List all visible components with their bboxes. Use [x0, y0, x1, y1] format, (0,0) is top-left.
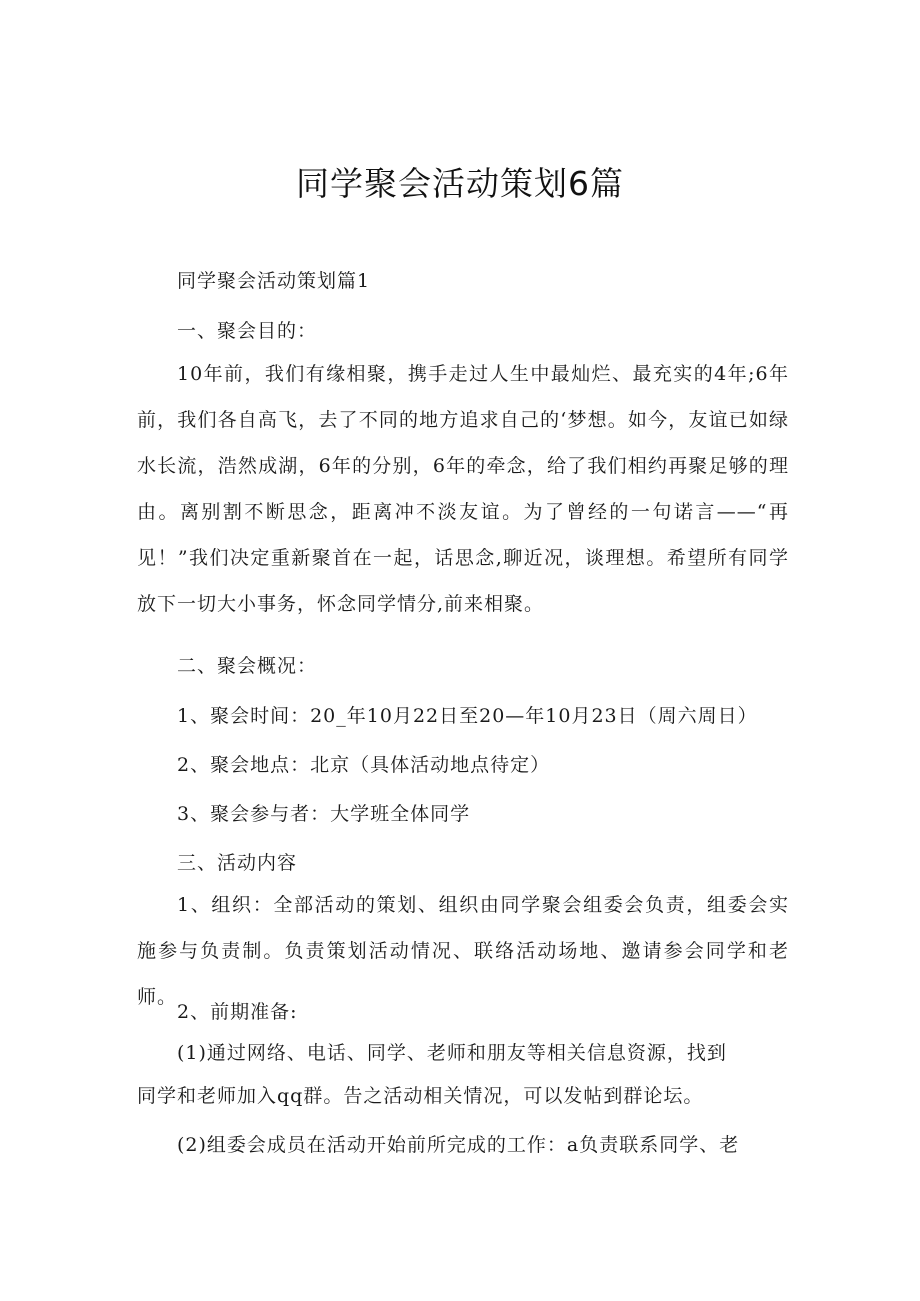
part2-item-time: 1、聚会时间：20_年10月22日至20—年10月23日（周六周日）	[177, 705, 758, 727]
part3-item-preparation-heading: 2、前期准备:	[177, 1001, 298, 1023]
part2-heading: 二、聚会概况：	[177, 655, 318, 677]
prep-item1-line1: (1)通过网络、电话、同学、老师和朋友等相关信息资源，找到	[177, 1042, 727, 1064]
part1-heading: 一、聚会目的：	[177, 320, 318, 342]
part2-item-participants: 3、聚会参与者：大学班全体同学	[177, 803, 471, 825]
section-heading: 同学聚会活动策划篇1	[177, 270, 371, 292]
part1-paragraph: 10年前，我们有缘相聚，携手走过人生中最灿烂、最充实的4年;6年前，我们各自高飞，去了不同的地方追求自己的‘梦想。如今，友谊已如绿水长流，浩然成湖，6年的分别，6年的牵念，给了我们相约再聚足够的理由。离别割不断思念，距离冲不淡友谊。为了曾经的一句诺言——“再见！”我们决定重新聚首在一起，话思念,聊近况，谈理想。希望所有同学放下一切大小事务，怀念同学情分,前来相聚。	[137, 363, 789, 615]
part2-item-location: 2、聚会地点：北京（具体活动地点待定）	[177, 754, 551, 776]
prep-item1-line2: 同学和老师加入qq群。告之活动相关情况，可以发帖到群论坛。	[137, 1085, 704, 1107]
part3-heading: 三、活动内容	[177, 852, 298, 874]
prep-item2-line1: (2)组委会成员在活动开始前所完成的工作：a负责联系同学、老	[177, 1134, 740, 1156]
part3-item-organization: 1、组织：全部活动的策划、组织由同学聚会组委会负责，组委会实施参与负责制。负责策划活动情况、联络活动场地、邀请参会同学和老师。	[137, 894, 789, 1008]
document-title: 同学聚会活动策划6篇	[296, 164, 624, 203]
